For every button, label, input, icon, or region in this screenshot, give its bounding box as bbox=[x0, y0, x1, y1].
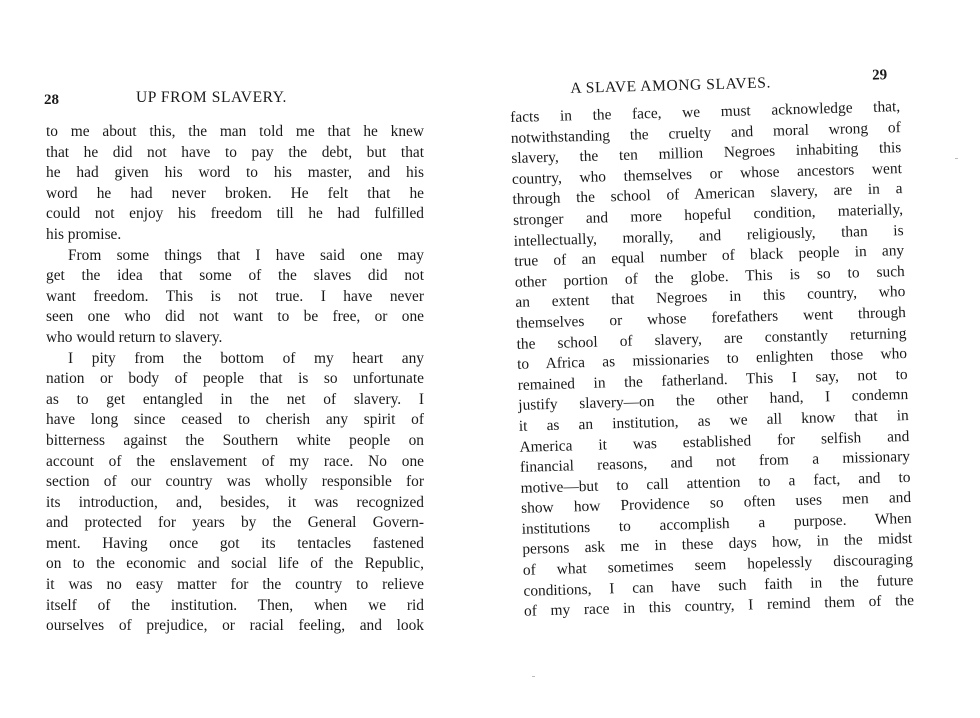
text-line: could not enjoy his freedom till he had fulfilled bbox=[46, 205, 424, 223]
text-line: section of our country was wholly responsible for bbox=[46, 473, 424, 491]
text-line: motive—but to call attention to a fact, and to bbox=[520, 468, 911, 497]
text-line: nation or body of people that is so unfortunate bbox=[46, 370, 424, 388]
text-line: its introduction, and, besides, it was recognized bbox=[46, 493, 424, 511]
text-line: remained in the fatherland. This I say, not to bbox=[517, 365, 908, 394]
text-line: want freedom. This is not true. I have never bbox=[46, 287, 424, 305]
text-line: itself of the institution. Then, when we rid bbox=[46, 596, 424, 614]
text-line: through the school of American slavery, are in a bbox=[512, 180, 903, 209]
text-line: ment. Having once got its tentacles fastened bbox=[46, 534, 424, 552]
text-line: justify slavery—on the other hand, I condemn bbox=[518, 386, 909, 415]
header-row bbox=[570, 67, 900, 97]
text-line: stronger and more hopeful condition, materially, bbox=[512, 201, 904, 229]
text-line: on to the economic and social life of the Republic, bbox=[46, 555, 424, 573]
running-head: A SLAVE AMONG SLAVES. bbox=[570, 74, 772, 97]
text-line: show how Providence so often uses men and bbox=[520, 489, 912, 518]
text-line: From some things that I have said one may bbox=[68, 246, 424, 264]
text-line: it was no easy matter for the country to relieve bbox=[46, 576, 424, 594]
text-line: facts in the face, we must acknowledge that, bbox=[510, 98, 901, 126]
running-head: UP FROM SLAVERY. bbox=[136, 89, 288, 106]
scan-speck bbox=[955, 158, 958, 159]
text-line: and protected for years by the General Govern- bbox=[46, 514, 424, 532]
text-line: his promise. bbox=[46, 225, 122, 243]
text-line: America it was established for selfish and bbox=[519, 427, 910, 456]
text-line: persons ask me in these days how, in the midst bbox=[522, 530, 913, 559]
right-page bbox=[490, 0, 980, 718]
text-line: as to get entangled in the net of slavery. I bbox=[46, 390, 424, 408]
text-line: of what sometimes seem hopelessly discouraging bbox=[522, 550, 914, 579]
text-line: financial reasons, and not from a missionary bbox=[519, 448, 911, 476]
text-line: ourselves of prejudice, or racial feeling, and look bbox=[46, 617, 424, 635]
page-number: 29 bbox=[871, 67, 888, 84]
text-line: seen one who did not want to be free, or one bbox=[46, 308, 424, 326]
text-line: of my race in this country, I remind them of the bbox=[523, 592, 915, 621]
body-text bbox=[46, 122, 424, 637]
text-line: to me about this, the man told me that he knew bbox=[46, 123, 424, 140]
text-line: bitterness against the Southern white people on bbox=[46, 431, 424, 449]
text-line: themselves or whose forefathers went through bbox=[515, 303, 907, 332]
text-line: conditions, I can have such faith in the future bbox=[523, 571, 914, 600]
scan-speck bbox=[532, 676, 535, 677]
text-line: who would return to slavery. bbox=[46, 328, 223, 346]
text-line: I pity from the bottom of my heart any bbox=[68, 349, 424, 367]
text-line: account of the enslavement of my race. No one bbox=[46, 452, 424, 470]
text-line: it as an institution, as we all know that in bbox=[518, 406, 909, 435]
text-line: other portion of the globe. This is so to such bbox=[514, 262, 905, 291]
text-line: get the idea that some of the slaves did not bbox=[46, 267, 424, 285]
text-line: an extent that Negroes in this country, who bbox=[515, 283, 906, 312]
body-text bbox=[510, 97, 914, 623]
text-line: institutions to accomplish a purpose. When bbox=[521, 509, 912, 538]
text-line: true of an equal number of black people in any bbox=[514, 242, 905, 271]
text-line: country, who themselves or whose ancestors went bbox=[511, 159, 903, 188]
text-line: to Africa as missionaries to enlighten those who bbox=[516, 345, 908, 374]
text-line: word he had never broken. He felt that he bbox=[46, 184, 424, 202]
text-line: intellectually, morally, and religiously, than is bbox=[513, 221, 904, 250]
text-line: he had given his word to his master, and his bbox=[46, 164, 424, 182]
text-line: that he did not have to pay the debt, but that bbox=[46, 143, 424, 161]
text-line: slavery, the ten million Negroes inhabiting this bbox=[511, 139, 902, 168]
text-line: the school of slavery, are constantly returning bbox=[516, 324, 907, 353]
page-number: 28 bbox=[44, 92, 59, 108]
text-line: notwithstanding the cruelty and moral wrong of bbox=[510, 118, 901, 147]
text-line: have long since ceased to cherish any spirit of bbox=[46, 411, 424, 429]
